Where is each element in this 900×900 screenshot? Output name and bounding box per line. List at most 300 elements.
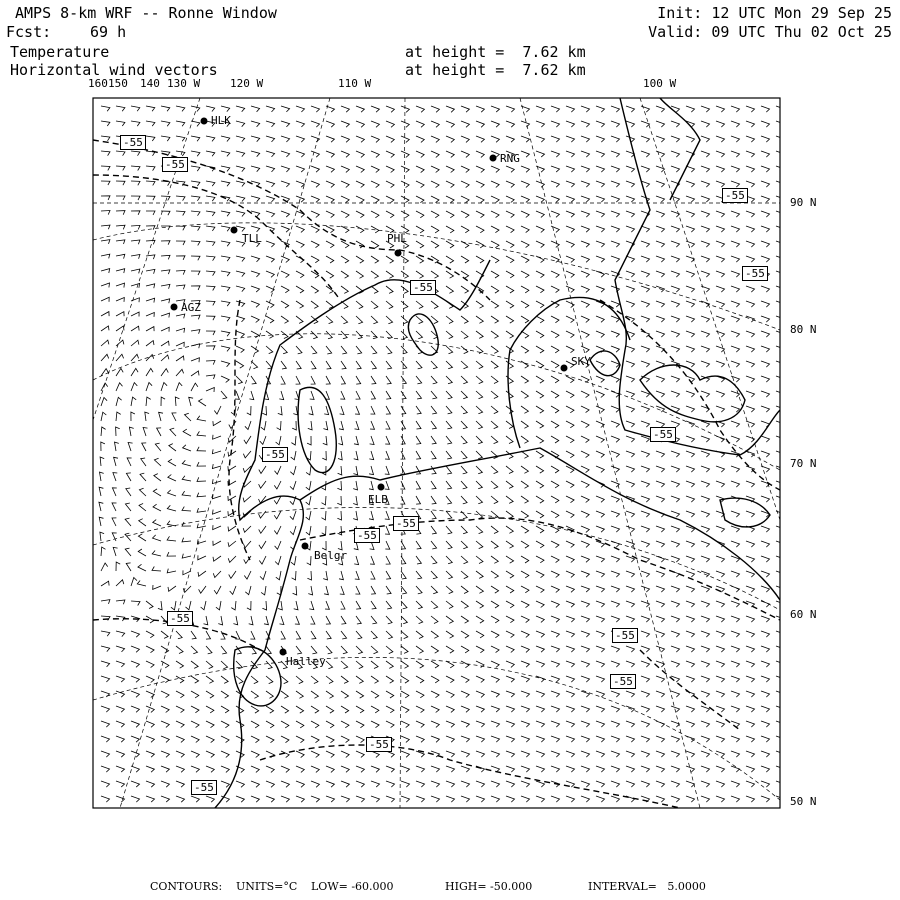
station-label-hlk: HLK: [211, 114, 231, 127]
wind-barb: [581, 301, 589, 307]
wind-barb: [521, 271, 529, 278]
wind-barb: [101, 600, 110, 604]
wind-barb: [274, 481, 281, 489]
wind-barb: [101, 383, 108, 391]
wind-barb: [182, 491, 191, 496]
wind-barb: [296, 241, 304, 248]
wind-barb: [521, 796, 530, 802]
wind-barb: [686, 781, 695, 787]
wind-barb: [746, 586, 755, 592]
wind-barb: [626, 706, 635, 712]
wind-barb: [686, 286, 695, 292]
wind-barb: [551, 211, 559, 217]
wind-barb: [311, 751, 319, 758]
wind-barb: [214, 406, 221, 414]
wind-barb: [476, 496, 483, 504]
lon-label-120: 120 W: [230, 77, 264, 90]
wind-barb: [491, 556, 498, 563]
wind-barb: [746, 421, 755, 427]
wind-barb: [311, 346, 317, 354]
wind-barb: [626, 721, 635, 727]
wind-barb: [731, 691, 740, 697]
wind-barb: [641, 481, 650, 487]
wind-barb: [311, 226, 319, 233]
station-label-halley: Halley: [286, 655, 326, 668]
wind-barb: [116, 340, 124, 346]
wind-barb: [536, 271, 544, 278]
wind-barb: [641, 736, 650, 742]
wind-barb: [641, 766, 650, 772]
wind-barb: [641, 706, 650, 712]
wind-barb: [114, 457, 118, 466]
wind-barb: [206, 375, 215, 379]
wind-barb: [626, 181, 635, 187]
wind-barb: [536, 301, 544, 308]
wind-barb: [551, 586, 559, 593]
wind-barb: [536, 451, 544, 458]
wind-barb: [476, 601, 484, 608]
wind-barb: [355, 586, 360, 594]
wind-barb: [386, 181, 394, 188]
wind-barb: [431, 721, 439, 727]
wind-barb: [491, 256, 499, 263]
wind-barb: [506, 571, 514, 578]
wind-barb: [731, 496, 740, 502]
wind-barb: [355, 421, 359, 430]
forecast-value: 69 h: [90, 23, 127, 41]
wind-barb: [296, 721, 304, 728]
wind-barb: [446, 376, 452, 384]
wind-barb: [146, 706, 154, 712]
wind-barb: [182, 538, 191, 542]
wind-barb: [292, 421, 296, 430]
wind-barb: [276, 436, 281, 445]
wind-barb: [536, 556, 544, 563]
wind-barb: [161, 270, 170, 274]
wind-barb: [101, 412, 106, 421]
wind-barb: [266, 106, 275, 112]
wind-barb: [251, 331, 259, 338]
wind-barb: [296, 376, 301, 384]
contour-label: -55: [354, 528, 380, 543]
wind-barb: [611, 301, 620, 307]
wind-barb: [356, 796, 365, 802]
wind-barb: [206, 646, 212, 654]
wind-barb: [116, 225, 125, 229]
wind-barb: [536, 241, 544, 248]
wind-barb: [761, 286, 770, 292]
wind-barb: [250, 631, 255, 639]
wind-barb: [311, 691, 318, 698]
wind-barb: [116, 397, 122, 406]
wind-barb: [326, 676, 333, 684]
wind-barb: [101, 297, 109, 302]
wind-barb: [536, 121, 545, 127]
wind-barb: [245, 586, 251, 595]
wind-barb: [161, 781, 169, 787]
wind-barb: [295, 616, 300, 624]
wind-barb: [656, 316, 665, 322]
wind-barb: [431, 586, 438, 594]
wind-barb: [116, 751, 125, 757]
wind-barb: [446, 256, 454, 263]
wind-barb: [322, 466, 326, 475]
wind-barb: [431, 196, 439, 203]
wind-barb: [131, 796, 140, 802]
wind-barb: [476, 571, 483, 578]
wind-barb: [701, 766, 710, 772]
wind-barb: [641, 496, 650, 502]
wind-barb: [131, 166, 140, 171]
wind-barb: [626, 526, 635, 532]
wind-barb: [566, 496, 574, 503]
wind-barb: [476, 631, 484, 638]
wind-barb: [581, 631, 590, 637]
wind-barb: [746, 181, 755, 187]
wind-barb: [326, 691, 333, 698]
wind-barb: [356, 151, 364, 157]
wind-barb: [656, 706, 665, 712]
wind-barb: [476, 211, 484, 218]
wind-barb: [506, 211, 514, 218]
wind-barb: [326, 211, 334, 218]
wind-barb: [228, 526, 236, 531]
wind-barb: [186, 601, 192, 610]
wind-barb: [146, 166, 155, 171]
wind-barb: [611, 781, 620, 787]
wind-barb: [296, 646, 302, 654]
wind-barb: [143, 428, 147, 437]
wind-barb: [431, 736, 439, 742]
wind-barb: [101, 751, 110, 757]
wind-barb: [611, 646, 620, 652]
wind-barb: [686, 766, 695, 772]
wind-barb: [581, 136, 590, 142]
contour-label: -55: [191, 780, 217, 795]
wind-barb: [476, 586, 483, 593]
wind-barb: [506, 616, 514, 623]
wind-barb: [461, 526, 467, 534]
wind-barb: [197, 447, 206, 451]
wind-barb: [596, 331, 604, 337]
wind-barb: [611, 796, 620, 802]
wind-barb: [101, 631, 110, 636]
wind-barb: [671, 601, 680, 607]
wind-barb: [506, 721, 515, 727]
wind-barb: [566, 706, 575, 712]
wind-barb: [626, 586, 635, 592]
wind-barb: [161, 646, 169, 653]
wind-barb: [296, 361, 301, 369]
wind-barb: [491, 361, 498, 368]
wind-barb: [506, 421, 513, 429]
wind-barb: [259, 526, 266, 533]
wind-barb: [296, 211, 304, 217]
wind-barb: [116, 631, 125, 637]
map-title: AMPS 8-km WRF -- Ronne Window: [15, 4, 277, 22]
lat-label-50: 50 N: [790, 795, 817, 808]
wind-barb: [746, 151, 755, 157]
wind-barb: [176, 314, 185, 318]
wind-barb: [506, 301, 514, 308]
wind-barb: [611, 466, 619, 472]
wind-barb: [264, 616, 268, 625]
contour-label: -55: [612, 628, 638, 643]
wind-barb: [251, 706, 259, 713]
wind-barb: [536, 481, 544, 488]
wind-barb: [245, 421, 251, 430]
wind-barb: [611, 496, 619, 502]
wind-barb: [168, 490, 177, 496]
wind-barb: [746, 256, 755, 262]
wind-barb: [341, 706, 349, 713]
wind-barb: [191, 136, 200, 141]
wind-barb: [581, 706, 590, 712]
wind-barb: [131, 412, 135, 421]
wind-barb: [656, 601, 665, 607]
wind-barb: [416, 646, 423, 653]
wind-barb: [129, 427, 133, 436]
wind-barb: [641, 631, 650, 637]
wind-barb: [431, 361, 437, 369]
wind-barb: [536, 496, 544, 503]
wind-barb: [506, 676, 514, 682]
wind-barb: [551, 436, 559, 443]
wind-barb: [641, 586, 650, 592]
wind-barb: [476, 421, 483, 429]
wind-barb: [311, 181, 319, 187]
wind-barb: [701, 586, 710, 592]
wind-barb: [596, 241, 605, 247]
wind-barb: [476, 781, 485, 787]
wind-barb: [611, 106, 620, 112]
wind-barb: [686, 181, 695, 187]
wind-barb: [356, 301, 363, 309]
wind-barb: [641, 751, 650, 757]
wind-barb: [176, 342, 184, 347]
wind-barb: [641, 721, 650, 727]
wind-barb: [161, 327, 169, 331]
wind-barb: [341, 271, 349, 278]
wind-barb: [416, 226, 424, 233]
wind-barb: [206, 721, 214, 728]
wind-barb: [491, 661, 499, 668]
wind-barb: [431, 241, 439, 248]
wind-barb: [446, 736, 454, 742]
wind-barb: [401, 721, 409, 728]
wind-barb: [476, 526, 483, 534]
wind-barb: [686, 211, 695, 217]
wind-barb: [611, 571, 620, 577]
wind-barb: [611, 256, 620, 262]
wind-barb: [431, 796, 440, 802]
wind-barb: [221, 376, 229, 383]
wind-barb: [127, 458, 132, 466]
wind-barb: [656, 586, 665, 592]
wind-barb: [401, 406, 406, 414]
wind-barb: [266, 121, 275, 127]
wind-barb: [701, 466, 710, 472]
wind-barb: [476, 556, 483, 564]
wind-barb: [146, 397, 151, 406]
wind-barb: [551, 241, 559, 247]
wind-barb: [476, 406, 483, 414]
wind-barb: [656, 106, 665, 112]
wind-barb: [716, 466, 725, 472]
wind-barb: [131, 676, 139, 682]
wind-barb: [416, 556, 421, 564]
wind-barb: [686, 661, 695, 667]
wind-barb: [746, 676, 755, 682]
wind-barb: [182, 460, 191, 466]
wind-barb: [311, 331, 317, 339]
wind-barb: [191, 766, 199, 772]
wind-barb: [326, 631, 331, 639]
wind-barb: [243, 526, 251, 532]
wind-barb: [251, 676, 258, 684]
wind-barb: [596, 556, 605, 562]
wind-barb: [671, 286, 680, 292]
wind-barb: [656, 751, 665, 757]
wind-barb: [551, 766, 560, 772]
wind-barb: [761, 556, 770, 562]
wind-barb: [551, 106, 560, 112]
wind-barb: [101, 547, 106, 556]
wind-barb: [626, 781, 635, 787]
wind-barb: [356, 376, 361, 384]
wind-barb: [416, 121, 424, 127]
wind-barb: [138, 549, 146, 556]
wind-barb: [536, 376, 544, 383]
wind-barb: [308, 586, 312, 595]
wind-barb: [386, 346, 392, 354]
wind-barb: [521, 181, 529, 187]
wind-barb: [716, 631, 725, 637]
wind-barb: [551, 136, 560, 142]
wind-barb: [431, 166, 439, 173]
wind-barb: [158, 601, 162, 610]
lat-label-80: 80 N: [790, 323, 817, 336]
wind-barb: [581, 466, 589, 473]
wind-barb: [341, 376, 345, 384]
wind-barb: [596, 451, 604, 457]
wind-barb: [611, 376, 619, 382]
wind-barb: [201, 601, 206, 610]
wind-barb: [161, 181, 170, 186]
wind-barb: [101, 106, 110, 111]
wind-barb: [281, 766, 289, 772]
wind-barb: [746, 751, 755, 757]
wind-barb: [125, 533, 131, 541]
wind-barb: [581, 391, 589, 398]
wind-barb: [221, 751, 229, 758]
wind-barb: [551, 601, 559, 607]
wind-barb: [641, 661, 650, 667]
wind-barb: [761, 361, 770, 367]
wind-barb: [566, 541, 574, 548]
wind-barb: [126, 563, 131, 571]
wind-barb: [596, 151, 605, 157]
wind-barb: [461, 781, 470, 787]
wind-barb: [431, 511, 436, 519]
wind-barb: [101, 398, 107, 407]
wind-barb: [536, 436, 544, 443]
wind-barb: [251, 136, 260, 142]
wind-barb: [581, 151, 590, 157]
wind-barb: [146, 676, 154, 683]
wind-barb: [341, 721, 349, 728]
wind-barb: [146, 106, 155, 111]
wind-barb: [401, 601, 407, 609]
wind-barb: [126, 473, 131, 481]
wind-barb: [416, 361, 422, 369]
wind-barb: [551, 196, 559, 202]
wind-barb: [521, 556, 529, 563]
wind-barb: [249, 616, 253, 625]
wind-barb: [476, 721, 485, 727]
wind-barb: [416, 466, 421, 474]
wind-barb: [656, 571, 665, 577]
wind-barb: [290, 481, 296, 490]
wind-barb: [626, 361, 635, 367]
wind-barb: [746, 241, 755, 247]
wind-barb: [761, 241, 770, 247]
wind-barb: [446, 676, 454, 683]
station-label-agz: AGZ: [181, 301, 201, 314]
wind-barb: [581, 211, 590, 217]
wind-barb: [341, 286, 348, 293]
wind-barb: [506, 286, 514, 293]
wind-barb: [259, 556, 266, 564]
wind-barb: [446, 631, 454, 638]
wind-barb: [386, 211, 394, 218]
wind-barb: [191, 106, 200, 112]
wind-barb: [416, 601, 422, 609]
wind-barb: [236, 781, 244, 787]
wind-barb: [476, 316, 483, 323]
wind-barb: [386, 646, 393, 654]
lon-label-140: 140: [140, 77, 160, 90]
wind-barb: [596, 751, 605, 757]
wind-barb: [716, 166, 725, 172]
wind-barb: [731, 406, 740, 412]
wind-barb: [101, 166, 110, 170]
wind-barb: [261, 586, 266, 595]
wind-barb: [626, 376, 635, 382]
wind-barb: [521, 706, 530, 712]
wind-barb: [491, 481, 498, 489]
wind-barb: [266, 286, 274, 293]
wind-barb: [311, 781, 319, 787]
wind-barb: [446, 436, 452, 444]
wind-barb: [146, 341, 154, 346]
wind-barb: [371, 721, 379, 728]
wind-barb: [521, 316, 529, 323]
wind-barb: [191, 166, 200, 171]
wind-barb: [236, 121, 245, 127]
wind-barb: [251, 106, 260, 112]
contour-label: -55: [262, 447, 288, 462]
wind-barb: [161, 706, 169, 713]
wind-barb: [596, 121, 605, 127]
wind-barb: [431, 496, 436, 504]
wind-barb: [551, 541, 559, 548]
wind-barb: [371, 121, 379, 127]
wind-barb: [701, 541, 710, 547]
wind-barb: [641, 166, 650, 172]
wind-barb: [236, 151, 245, 157]
wind-barb: [101, 721, 110, 727]
